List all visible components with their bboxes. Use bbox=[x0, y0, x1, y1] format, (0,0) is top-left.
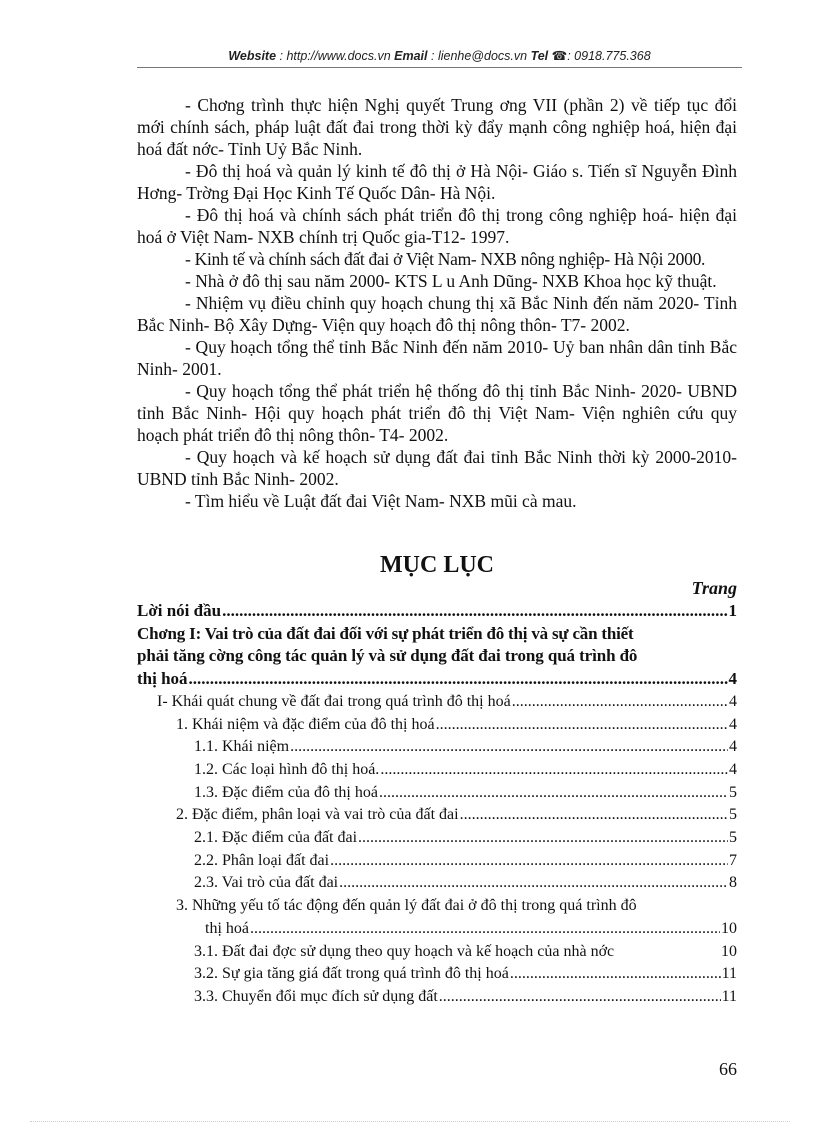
toc-chapter-line: Chơng I: Vai trò của đất đai đối với sự phát triển đô thị và sự cần thiết bbox=[137, 623, 634, 643]
toc-chapter-last-line bbox=[137, 668, 737, 691]
toc-leader-dots bbox=[379, 782, 728, 805]
toc-leader-dots bbox=[290, 736, 728, 759]
toc-entry-chapter-1[interactable] bbox=[137, 623, 737, 691]
toc-entry-label: 2.3. Vai trò của đất đai bbox=[194, 874, 339, 892]
toc-entry-page: 4 bbox=[728, 669, 737, 689]
toc-entry-page: 11 bbox=[721, 965, 737, 983]
toc-entry-last-line bbox=[137, 918, 737, 941]
toc-title: MỤC LỤC bbox=[380, 552, 494, 578]
phone-icon: ☎ bbox=[551, 49, 568, 63]
toc-entry-label: Lời nói đầu bbox=[137, 601, 222, 620]
toc-entry-label: thị hoá bbox=[205, 919, 249, 937]
header-divider bbox=[137, 67, 742, 68]
toc-entry-foreword[interactable] bbox=[137, 600, 737, 623]
reference-item: - Nhiệm vụ điều chỉnh quy hoạch chung thị xã Bắc Ninh đến năm 2020- Tỉnh Bắc Ninh- Bộ Xây Dựng- Viện quy hoạch đô thị nông thôn- T7- 2002. bbox=[137, 293, 737, 335]
toc-entry-page: 4 bbox=[729, 760, 737, 778]
toc-entry-label: thị hoá bbox=[137, 669, 188, 689]
toc-leader-dots bbox=[512, 691, 728, 714]
toc-leader-dots bbox=[330, 850, 728, 873]
website-label: Website bbox=[228, 49, 277, 63]
reference-item: - Quy hoạch và kế hoạch sử dụng đất đai tỉnh Bắc Ninh thời kỳ 2000-2010- UBND tỉnh Bắc Ninh- 2002. bbox=[137, 447, 737, 489]
toc-entry-page: 4 bbox=[729, 738, 737, 756]
toc-entry-first-line bbox=[137, 895, 737, 918]
toc-leader-dots bbox=[358, 827, 728, 850]
toc-entry[interactable] bbox=[137, 714, 737, 737]
email-sep: : bbox=[427, 49, 438, 63]
reference-list bbox=[137, 94, 737, 512]
page-number: 66 bbox=[719, 1059, 737, 1079]
toc-entry[interactable] bbox=[137, 759, 737, 782]
toc-leader-dots bbox=[436, 714, 728, 737]
toc-entry-page: 10 bbox=[721, 919, 737, 937]
toc-entry-label: 2. Đặc điểm, phân loại và vai trò của đất đai bbox=[176, 806, 459, 824]
toc-entry-label: 1.1. Khái niệm bbox=[194, 738, 290, 756]
reference-item: - Nhà ở đô thị sau năm 2000- KTS L u Anh Dũng- NXB Khoa học kỹ thuật. bbox=[185, 271, 717, 291]
toc-entry[interactable] bbox=[137, 963, 737, 986]
toc-entry-label: 1.2. Các loại hình đô thị hoá. bbox=[194, 760, 380, 778]
toc-entry-page: 4 bbox=[729, 715, 737, 733]
toc-entry[interactable] bbox=[137, 782, 737, 805]
toc-entry[interactable] bbox=[137, 827, 737, 850]
toc-entry[interactable] bbox=[137, 736, 737, 759]
toc-entry-label: 3.1. Đất đai đợc sử dụng theo quy hoạch và kế hoạch của nhà nớc bbox=[194, 942, 615, 960]
email-label: Email bbox=[394, 49, 428, 63]
toc-entry-label: 3. Những yếu tố tác động đến quản lý đất đai ở đô thị trong quá trình đô bbox=[176, 897, 637, 915]
toc-entry-label: 3.3. Chuyển đổi mục đích sử dụng đất bbox=[194, 987, 438, 1005]
tel-value: : 0918.775.368 bbox=[567, 49, 651, 63]
toc-entry[interactable] bbox=[137, 804, 737, 827]
toc-entry-page: 5 bbox=[729, 783, 737, 801]
tel-label: Tel bbox=[530, 49, 549, 63]
toc-leader-dots bbox=[189, 668, 728, 691]
toc-entry[interactable] bbox=[137, 986, 737, 1009]
toc-leader-dots bbox=[339, 872, 728, 895]
table-of-contents bbox=[137, 600, 737, 1009]
toc-entry-label: 2.2. Phân loại đất đai bbox=[194, 851, 330, 869]
toc-entry-page: 10 bbox=[721, 942, 737, 960]
toc-entry-page: 7 bbox=[729, 851, 737, 869]
website-sep: : bbox=[276, 49, 287, 63]
bottom-divider bbox=[30, 1121, 790, 1122]
toc-entry-page: 4 bbox=[729, 692, 737, 710]
toc-entry-page: 11 bbox=[721, 987, 737, 1005]
toc-entry[interactable] bbox=[137, 850, 737, 873]
reference-item: - Đô thị hoá và quản lý kinh tế đô thị ở Hà Nội- Giáo s. Tiến sĩ Nguyễn Đình Hơng- Trờng Đại Học Kinh Tế Quốc Dân- Hà Nội. bbox=[137, 161, 737, 203]
website-url[interactable]: http://www.docs.vn bbox=[286, 49, 391, 63]
toc-leader-dots bbox=[460, 804, 728, 827]
toc-entry-page: 1 bbox=[728, 601, 737, 620]
page-header bbox=[137, 48, 742, 63]
toc-entry-label: 3.2. Sự gia tăng giá đất trong quá trình đô thị hoá bbox=[194, 965, 509, 983]
toc-entry-item-3[interactable] bbox=[137, 895, 737, 940]
reference-item: - Tìm hiểu về Luật đất đai Việt Nam- NXB mũi cà mau. bbox=[185, 491, 577, 511]
toc-entry[interactable] bbox=[137, 872, 737, 895]
toc-leader-dots bbox=[439, 986, 721, 1009]
toc-entry[interactable] bbox=[137, 941, 737, 964]
toc-leader-dots bbox=[510, 963, 721, 986]
toc-entry-page: 5 bbox=[729, 806, 737, 824]
toc-leader-dots bbox=[380, 759, 728, 782]
toc-leader-dots bbox=[222, 600, 727, 623]
toc-leader-dots bbox=[250, 918, 720, 941]
reference-item: - Quy hoạch tổng thể phát triển hệ thống đô thị tỉnh Bắc Ninh- 2020- UBND tỉnh Bắc Ninh- Hội quy hoạch phát triển đô thị Việt Nam- Viện nghiên cứu quy hoạch phát triển đô thị nông thôn- T4- 2002. bbox=[137, 381, 737, 445]
reference-item: - Kinh tế và chính sách đất đai ở Việt Nam- NXB nông nghiệp- Hà Nội 2000. bbox=[185, 249, 706, 269]
toc-entry[interactable] bbox=[137, 691, 737, 714]
toc-page-column-label: Trang bbox=[691, 578, 737, 598]
email-value[interactable]: lienhe@docs.vn bbox=[437, 49, 528, 63]
toc-entry-label: I- Khái quát chung về đất đai trong quá trình đô thị hoá bbox=[157, 692, 511, 710]
toc-chapter-line: phải tăng cờng công tác quản lý và sử dụng đất đai trong quá trình đô bbox=[137, 646, 638, 666]
toc-entry-page: 5 bbox=[729, 829, 737, 847]
toc-entry-label: 1. Khái niệm và đặc điểm của đô thị hoá bbox=[176, 715, 435, 733]
reference-item: - Quy hoạch tổng thể tỉnh Bắc Ninh đến năm 2010- Uỷ ban nhân dân tỉnh Bắc Ninh- 2001. bbox=[137, 337, 737, 379]
reference-item: - Đô thị hoá và chính sách phát triển đô thị trong công nghiệp hoá- hiện đại hoá ở Việt Nam- NXB chính trị Quốc gia-T12- 1997. bbox=[137, 205, 737, 247]
toc-entry-label: 2.1. Đặc điểm của đất đai bbox=[194, 829, 358, 847]
toc-entry-label: 1.3. Đặc điểm của đô thị hoá bbox=[194, 783, 378, 801]
reference-item: - Chơng trình thực hiện Nghị quyết Trung ơng VII (phần 2) về tiếp tục đổi mới chính sách, pháp luật đất đai trong thời kỳ đẩy mạnh công nghiệp hoá, hiện đại hoá đất nớc- Tỉnh Uỷ Bắc Ninh. bbox=[137, 95, 737, 159]
toc-entry-page: 8 bbox=[729, 874, 737, 892]
